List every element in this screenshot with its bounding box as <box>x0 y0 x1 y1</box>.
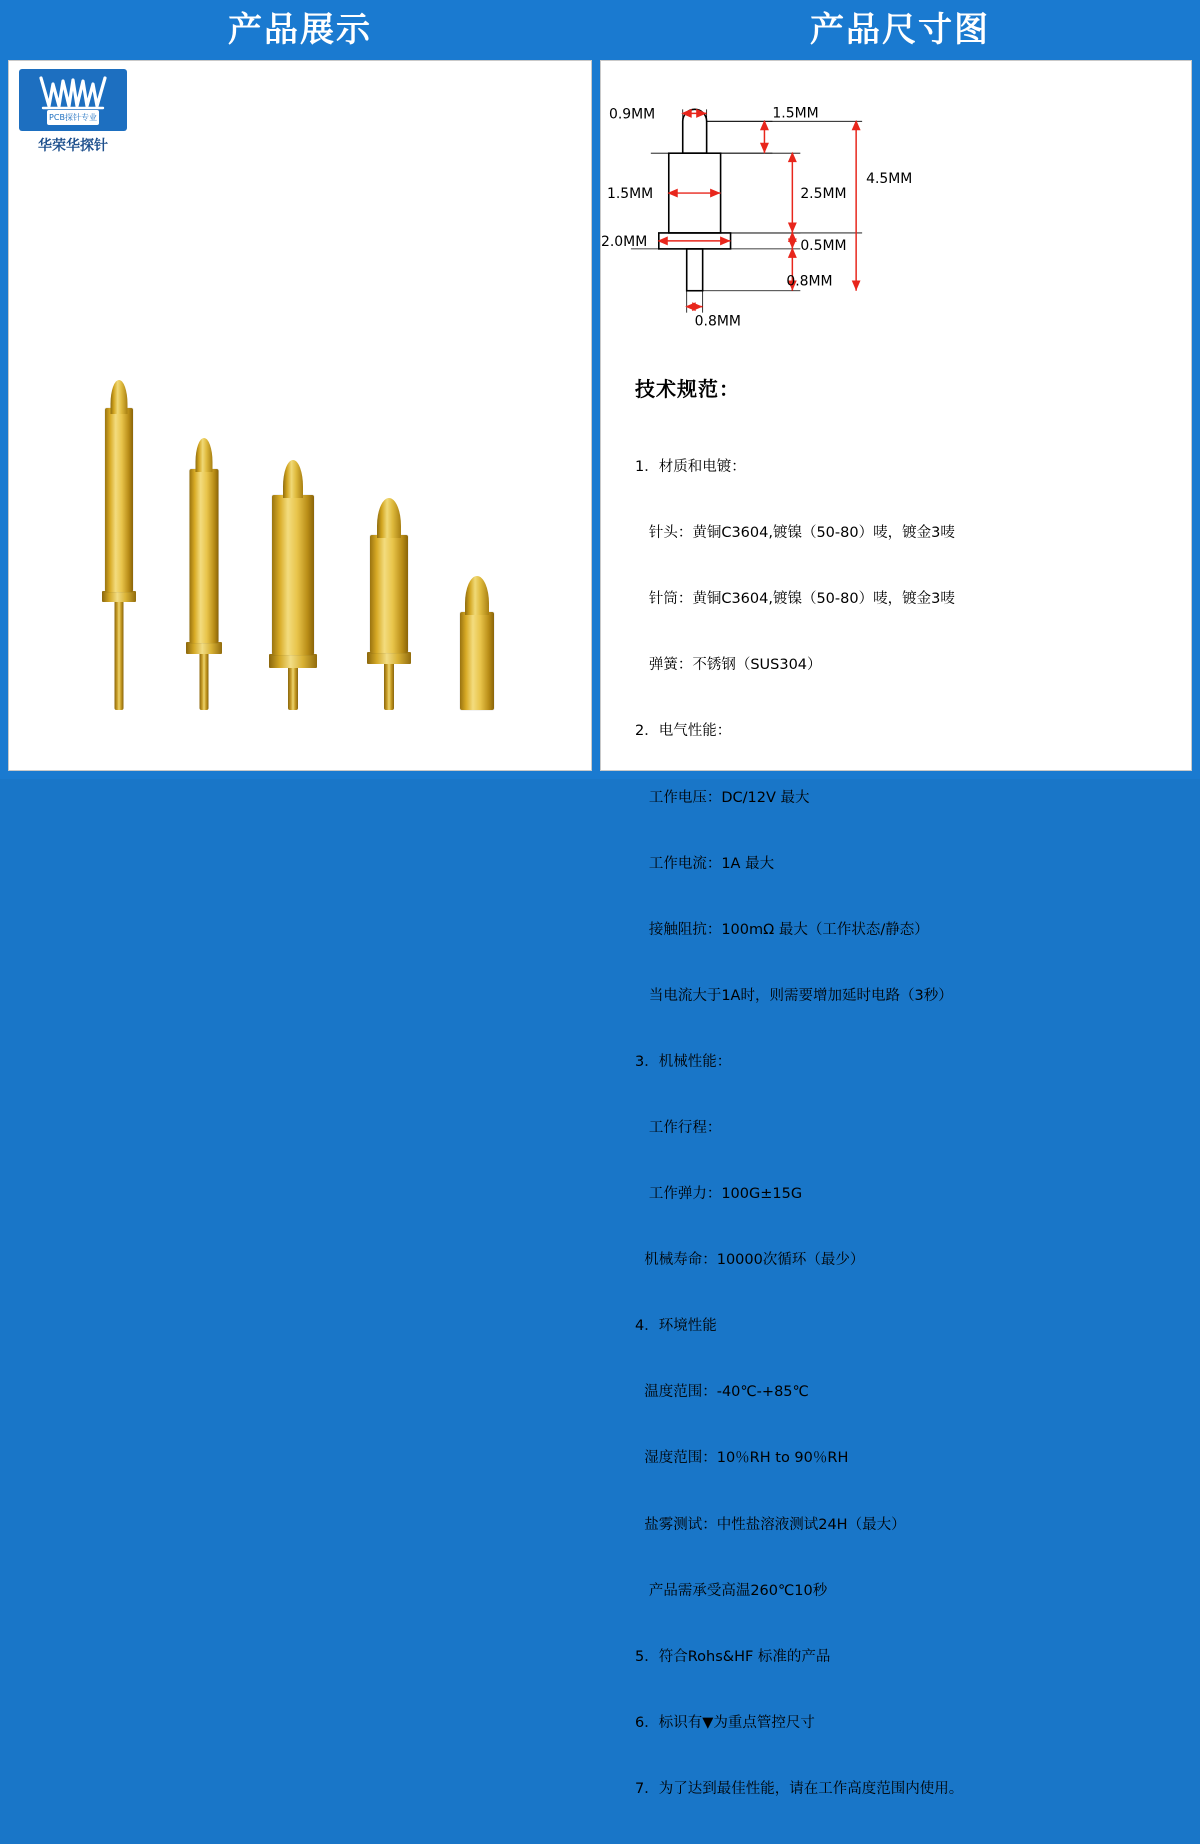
spec-line: 盐雾测试：中性盐溶液测试24H（最大） <box>635 1516 906 1533</box>
pin-2-plunger <box>200 650 209 710</box>
pogo-pin-2 <box>174 438 234 710</box>
spec-line: 3．机械性能： <box>635 1053 732 1070</box>
logo-mark <box>19 69 127 131</box>
spec-line: 产品需承受高温260℃10秒 <box>635 1582 828 1599</box>
label-4-5mm: 4.5MM <box>866 171 913 188</box>
spec-line: 温度范围：-40℃-+85℃ <box>635 1384 809 1401</box>
company-logo <box>19 69 127 157</box>
spec-line: 工作行程： <box>635 1120 722 1136</box>
spec-line: 机械寿命：10000次循环（最少） <box>635 1252 865 1269</box>
logo-company-name: 华荣华探针 <box>38 138 108 154</box>
spec-line: 当电流大于1A时，则需要增加延时电路（3秒） <box>635 987 953 1004</box>
spec-line: 5．符合Rohs&HF 标准的产品 <box>635 1648 831 1665</box>
label-1-5mm-left: 1.5MM <box>606 186 654 203</box>
pin-5-tip <box>465 576 489 615</box>
spec-line: 1．材质和电镀： <box>635 459 746 476</box>
pin-2-tip <box>196 438 213 472</box>
label-0-8mm-upper: 0.8MM <box>786 273 833 290</box>
spec-lines <box>635 412 1177 1844</box>
spec-line: 针头：黄铜C3604,镀镍（50-80）唛，镀金3唛 <box>635 525 955 542</box>
pin-4-tip <box>377 498 401 538</box>
header-product-dimensions: 产品尺寸图 <box>810 10 990 50</box>
pin-4-flange <box>367 652 411 664</box>
spec-line: 7．为了达到最佳性能，请在工作高度范围内使用。 <box>635 1780 964 1797</box>
technical-drawing <box>601 61 1191 361</box>
pin-1-plunger <box>115 598 124 710</box>
pin-3-tip <box>283 460 303 498</box>
label-0-8mm-lower: 0.8MM <box>694 313 741 330</box>
spec-line: 湿度范围：10％RH to 90％RH <box>635 1450 849 1467</box>
header-product-showcase: 产品展示 <box>228 10 372 50</box>
pogo-pin-3 <box>254 460 332 710</box>
spec-title: 技术规范： <box>635 377 740 401</box>
pin-3-barrel <box>272 495 314 655</box>
spec-line: 工作弹力：100G±15G <box>635 1186 803 1203</box>
pogo-pin-5 <box>447 576 507 710</box>
pogo-pin-1 <box>89 380 149 710</box>
logo-plate-text: PCB探针专业 <box>47 110 99 125</box>
spec-line: 2．电气性能： <box>635 723 732 740</box>
pin-2-flange <box>186 642 222 654</box>
part-outline <box>659 109 731 290</box>
pin-1-barrel <box>105 408 133 592</box>
label-1-5mm-top: 1.5MM <box>772 105 819 122</box>
spec-line: 弹簧：不锈钢（SUS304） <box>635 657 822 674</box>
pin-1-tip <box>111 380 128 414</box>
label-0-5mm: 0.5MM <box>800 237 847 254</box>
pogo-pin-4 <box>354 500 424 710</box>
header-bar <box>0 0 1200 60</box>
dimension-svg <box>601 61 1191 361</box>
technical-specification <box>601 361 1191 1797</box>
spec-line: 工作电压：DC/12V 最大 <box>635 789 810 806</box>
spec-line: 针筒：黄铜C3604,镀镍（50-80）唛，镀金3唛 <box>635 591 955 608</box>
dimension-labels <box>601 105 912 329</box>
pin-1-flange <box>102 591 136 602</box>
pin-5-barrel <box>460 612 494 710</box>
pin-3-plunger <box>288 664 298 710</box>
pin-4-barrel <box>370 535 408 653</box>
spec-line: 6．标识有▼为重点管控尺寸 <box>635 1714 815 1731</box>
label-2-0mm: 2.0MM <box>601 233 648 250</box>
product-photo-panel <box>8 60 592 771</box>
spec-line: 工作电流：1A 最大 <box>635 855 775 872</box>
spec-line: 4．环境性能 <box>635 1318 717 1335</box>
panels-container <box>0 60 1200 1797</box>
pogo-pin-photo-group <box>69 290 539 710</box>
label-0-9mm: 0.9MM <box>608 106 656 123</box>
pin-4-plunger <box>384 660 394 710</box>
spec-line: 接触阻抗：100mΩ 最大（工作状态/静态） <box>635 921 929 938</box>
label-2-5mm: 2.5MM <box>800 186 847 203</box>
crown-icon <box>37 76 109 112</box>
pin-2-barrel <box>190 469 219 643</box>
pin-3-flange <box>269 654 317 668</box>
dimension-drawing-panel <box>600 60 1192 1797</box>
